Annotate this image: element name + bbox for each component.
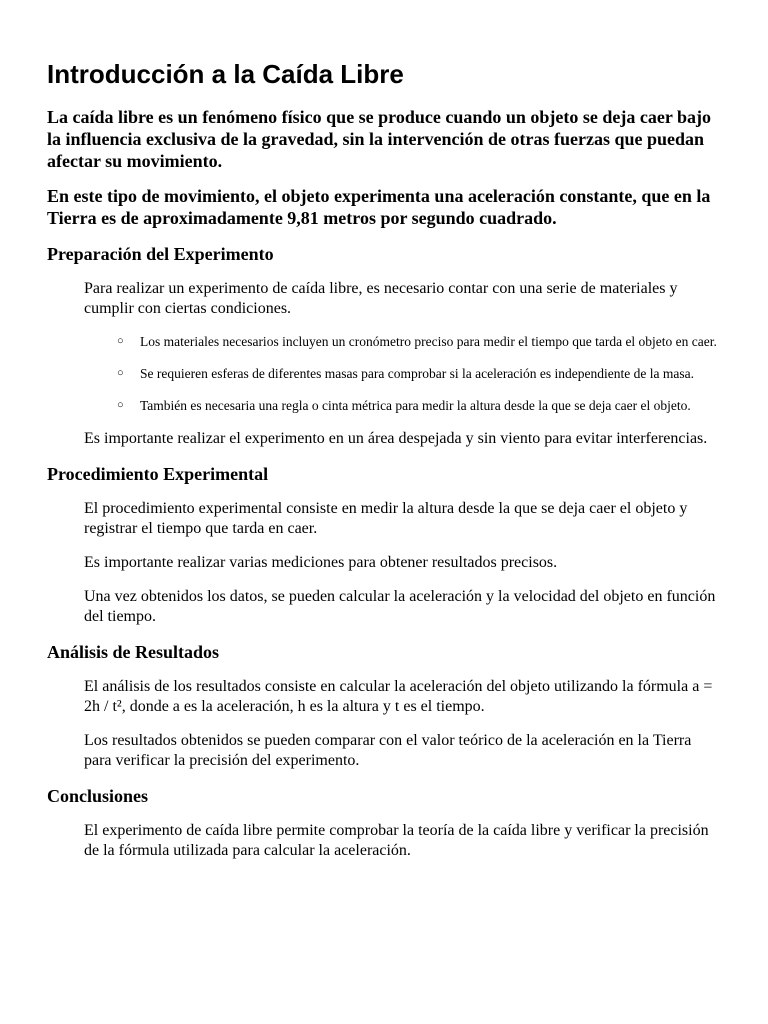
lead-paragraph-2: En este tipo de movimiento, el objeto experimenta una aceleración constante, que en la Tierra es de aproximadamente 9,81 metros por segundo cuadrado. — [47, 186, 711, 228]
hollow-circle-bullet-icon: ○ — [117, 367, 124, 379]
body-paragraph: El análisis de los resultados consiste en calcular la aceleración del objeto utilizando la fórmula a = 2h / t², donde a es la aceleración, h es la altura y t es el tiempo. — [84, 678, 713, 715]
section-heading-preparacion: Preparación del Experimento — [47, 244, 274, 264]
bullet-item — [117, 397, 722, 414]
bullet-text: También es necesaria una regla o cinta métrica para medir la altura desde la que se deja caer el objeto. — [140, 398, 691, 413]
lead-paragraph-1: La caída libre es un fenómeno físico que se produce cuando un objeto se deja caer bajo la influencia exclusiva de la gravedad, sin la intervención de otras fuerzas que puedan afectar su movimiento. — [47, 107, 712, 171]
section-procedimiento — [47, 499, 722, 627]
section-heading-analisis: Análisis de Resultados — [47, 642, 220, 662]
materials-bullet-list — [84, 333, 722, 414]
section-outro-paragraph: Es importante realizar el experimento en un área despejada y sin viento para evitar interferencias. — [84, 430, 708, 447]
section-intro-paragraph: Para realizar un experimento de caída libre, es necesario contar con una serie de materiales y cumplir con ciertas condiciones. — [84, 280, 678, 317]
section-heading-conclusiones: Conclusiones — [47, 786, 149, 806]
bullet-item — [117, 333, 722, 350]
bullet-text: Se requieren esferas de diferentes masas para comprobar si la aceleración es independiente de la masa. — [140, 366, 694, 381]
hollow-circle-bullet-icon: ○ — [117, 335, 124, 347]
bullet-text: Los materiales necesarios incluyen un cronómetro preciso para medir el tiempo que tarda el objeto en caer. — [140, 334, 717, 349]
section-conclusiones — [47, 821, 722, 861]
section-analisis — [47, 677, 722, 771]
body-paragraph: Una vez obtenidos los datos, se pueden calcular la aceleración y la velocidad del objeto en función del tiempo. — [84, 588, 716, 625]
body-paragraph: El procedimiento experimental consiste en medir la altura desde la que se deja caer el objeto y registrar el tiempo que tarda en caer. — [84, 500, 688, 537]
bullet-item — [117, 365, 722, 382]
section-heading-procedimiento: Procedimiento Experimental — [47, 464, 269, 484]
body-paragraph: El experimento de caída libre permite comprobar la teoría de la caída libre y verificar la precisión de la fórmula utilizada para calcular la aceleración. — [84, 822, 709, 859]
hollow-circle-bullet-icon: ○ — [117, 399, 124, 411]
section-preparacion — [47, 279, 722, 449]
body-paragraph: Los resultados obtenidos se pueden comparar con el valor teórico de la aceleración en la Tierra para verificar la precisión del experimento. — [84, 732, 692, 769]
body-paragraph: Es importante realizar varias mediciones para obtener resultados precisos. — [84, 554, 558, 571]
document-title: Introducción a la Caída Libre — [47, 59, 404, 89]
